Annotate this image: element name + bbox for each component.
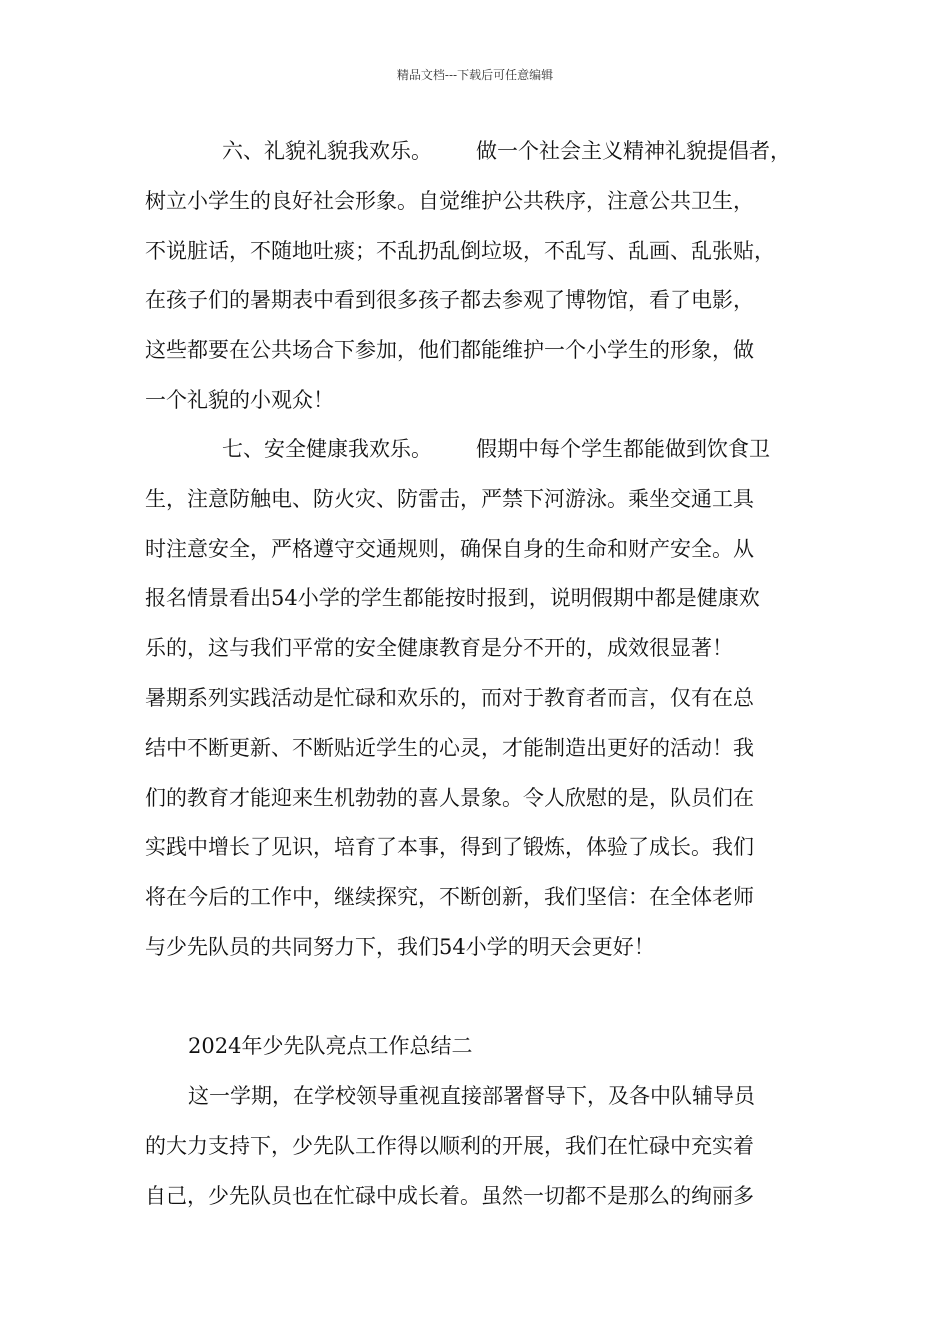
section7-line-4: 报名情景看出54小学的学生都能按时报到，说明假期中都是健康欢 [145, 586, 760, 610]
section7-line-2: 生，注意防触电、防火灾、防雷击，严禁下河游泳。乘坐交通工具 [145, 487, 754, 511]
section6-line-4: 在孩子们的暑期表中看到很多孩子都去参观了博物馆，看了电影， [145, 288, 754, 312]
section6-heading: 六、礼貌礼貌我欢乐。 [222, 139, 432, 163]
conclusion-line-1: 暑期系列实践活动是忙碌和欢乐的，而对于教育者而言，仅有在总 [145, 686, 754, 710]
part2-line-3: 自己，少先队员也在忙碌中成长着。虽然一切都不是那么的绚丽多 [145, 1184, 754, 1208]
section7-line-1: 假期中每个学生都能做到饮食卫 [476, 437, 770, 461]
section6-line-1: 做一个社会主义精神礼貌提倡者， [476, 139, 791, 163]
part2-line-2: 的大力支持下，少先队工作得以顺利的开展，我们在忙碌中充实着 [145, 1134, 754, 1158]
conclusion-line-3: 们的教育才能迎来生机勃勃的喜人景象。令人欣慰的是，队员们在 [145, 786, 754, 810]
section6-line-5: 这些都要在公共场合下参加，他们都能维护一个小学生的形象，做 [145, 338, 754, 362]
conclusion-line-2: 结中不断更新、不断贴近学生的心灵，才能制造出更好的活动！我 [145, 736, 754, 760]
page-header: 精品文档---下载后可任意编辑 [396, 68, 554, 82]
section6-line-6: 一个礼貌的小观众！ [145, 388, 334, 412]
section6-line-3: 不说脏话，不随地吐痰；不乱扔乱倒垃圾，不乱写、乱画、乱张贴， [145, 239, 775, 263]
conclusion-line-5: 将在今后的工作中，继续探究，不断创新，我们坚信：在全体老师 [145, 885, 754, 909]
section7-first-line [222, 434, 822, 464]
section7-line-3: 时注意安全，严格遵守交通规则，确保自身的生命和财产安全。从 [145, 537, 754, 561]
section7-heading: 七、安全健康我欢乐。 [222, 437, 432, 461]
section6-first-line [222, 136, 822, 166]
section6-line-2: 树立小学生的良好社会形象。自觉维护公共秩序，注意公共卫生， [145, 189, 754, 213]
conclusion-line-4: 实践中增长了见识，培育了本事，得到了锻炼，体验了成长。我们 [145, 835, 754, 859]
part2-title: 2024年少先队亮点工作总结二 [188, 1034, 473, 1058]
conclusion-line-6: 与少先队员的共同努力下，我们54小学的明天会更好！ [145, 935, 655, 959]
part2-line-1: 这一学期，在学校领导重视直接部署督导下，及各中队辅导员 [188, 1084, 755, 1108]
section7-line-5: 乐的，这与我们平常的安全健康教育是分不开的，成效很显著！ [145, 636, 733, 660]
